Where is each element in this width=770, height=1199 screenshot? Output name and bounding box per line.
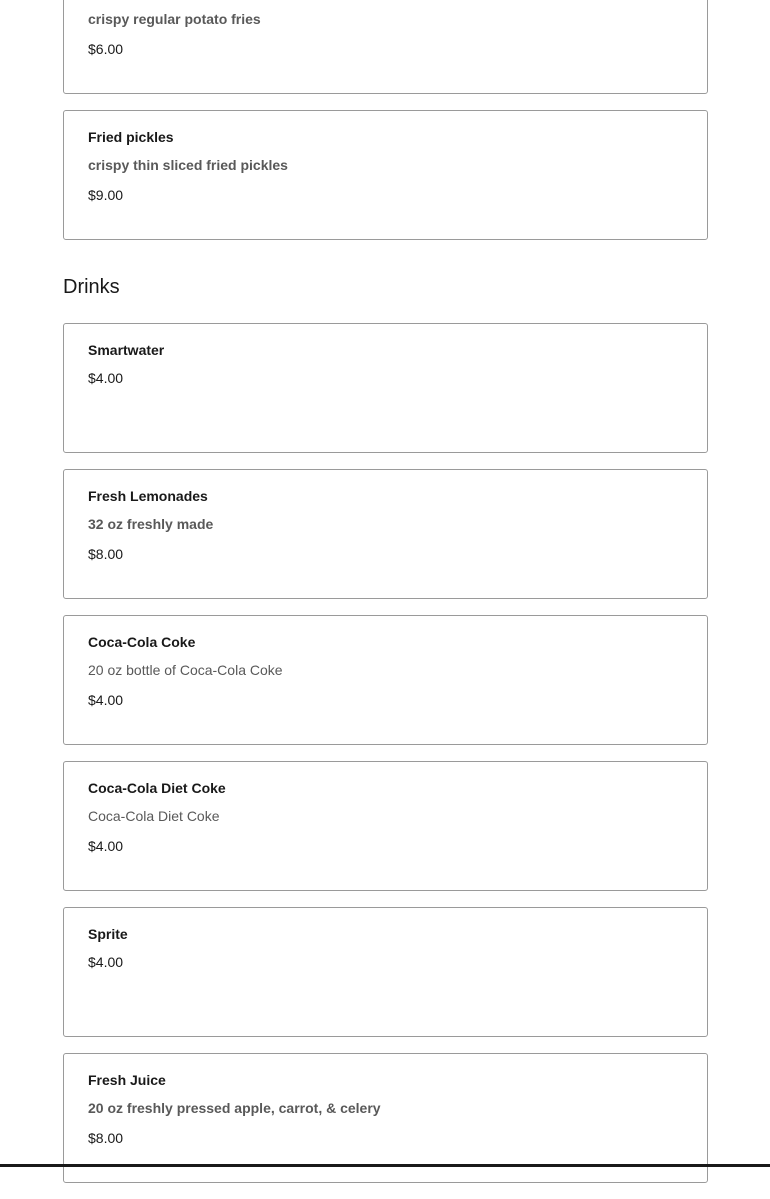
menu-item-price: $8.00 bbox=[88, 1130, 124, 1146]
menu-item-name: Fresh Juice bbox=[88, 1072, 166, 1088]
menu-item-description: 32 oz freshly made bbox=[88, 516, 214, 532]
menu-item-card-fried-pickles[interactable] bbox=[63, 110, 708, 240]
menu-item-price: $8.00 bbox=[88, 546, 124, 562]
menu-item-name: Fresh Lemonades bbox=[88, 488, 208, 504]
section-heading-drinks: Drinks bbox=[63, 276, 120, 298]
menu-item-name: Coca-Cola Coke bbox=[88, 634, 196, 650]
menu-item-name: Fried pickles bbox=[88, 129, 174, 145]
menu-item-description: crispy regular potato fries bbox=[88, 11, 261, 27]
menu-item-card-sprite[interactable] bbox=[63, 907, 708, 1037]
menu-item-description: crispy thin sliced fried pickles bbox=[88, 157, 288, 173]
menu-item-price: $6.00 bbox=[88, 41, 124, 57]
menu-item-name: Sprite bbox=[88, 926, 128, 942]
menu-item-description: 20 oz bottle of Coca-Cola Coke bbox=[88, 662, 283, 678]
menu-item-card-coca-cola-diet-coke[interactable] bbox=[63, 761, 708, 891]
menu-list bbox=[63, 0, 708, 1199]
menu-item-name: Coca-Cola Diet Coke bbox=[88, 780, 226, 796]
menu-item-card-coca-cola-coke[interactable] bbox=[63, 615, 708, 745]
menu-item-price: $4.00 bbox=[88, 954, 124, 970]
menu-item-description: 20 oz freshly pressed apple, carrot, & celery bbox=[88, 1100, 381, 1116]
menu-item-name: Smartwater bbox=[88, 342, 165, 358]
menu-item-price: $4.00 bbox=[88, 692, 124, 708]
menu-item-card-fresh-lemonades[interactable] bbox=[63, 469, 708, 599]
menu-item-price: $4.00 bbox=[88, 370, 124, 386]
menu-item-price: $4.00 bbox=[88, 838, 124, 854]
menu-item-price: $9.00 bbox=[88, 187, 124, 203]
menu-item-card-smartwater[interactable] bbox=[63, 323, 708, 453]
menu-item-description: Coca-Cola Diet Coke bbox=[88, 808, 220, 824]
menu-item-card-fries[interactable] bbox=[63, 0, 708, 94]
